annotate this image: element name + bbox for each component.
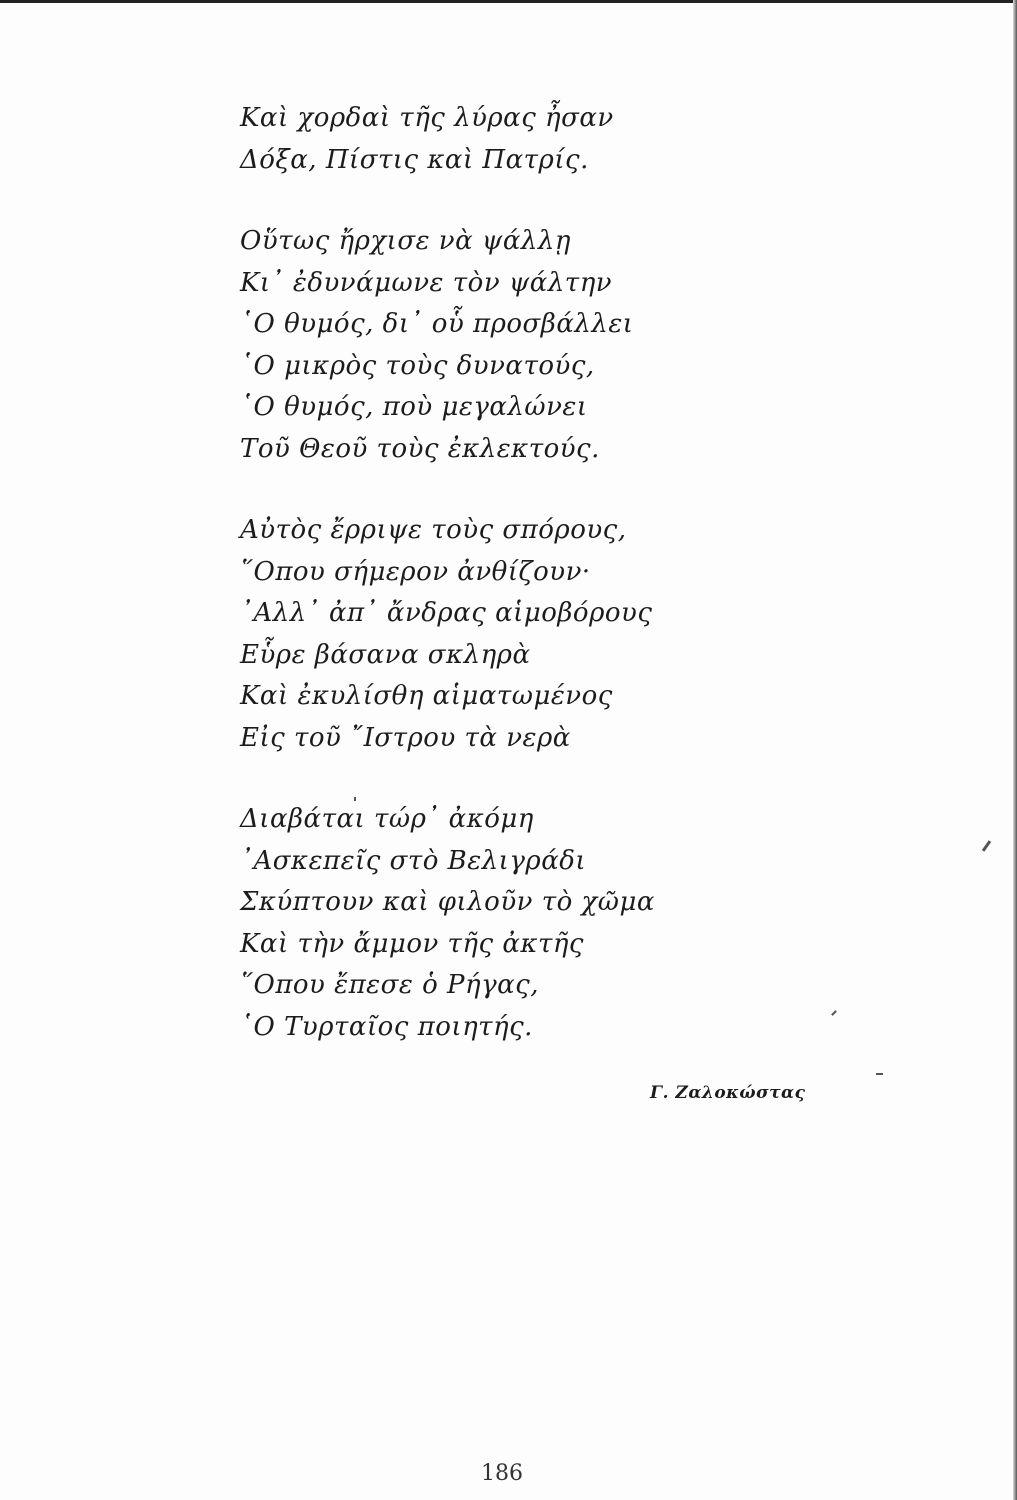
poem-line: Κι᾽ ἐδυνάμωνε τὸν ψάλτην xyxy=(240,267,613,298)
poem-line: Σκύπτουν καὶ φιλοῦν τὸ χῶμα xyxy=(240,887,655,917)
scan-speck xyxy=(831,1010,837,1016)
stanza-1 xyxy=(240,98,800,181)
poem-line: ῾Ο μικρὸς τοὺς δυνατούς, xyxy=(240,350,595,381)
scan-speck xyxy=(354,797,356,801)
stanza-4 xyxy=(240,799,800,1048)
scan-speck xyxy=(982,840,991,852)
poem-line: Εἰς τοῦ ῎Ιστρου τὰ νερὰ xyxy=(240,722,571,753)
poem-line: ᾽Αλλ᾽ ἀπ᾽ ἄνδρας αἱμοβόρους xyxy=(240,598,653,628)
scan-speck xyxy=(876,1073,883,1075)
poem-line: Οὕτως ἤρχισε νὰ ψάλλῃ xyxy=(240,226,571,256)
poem-line: Αὐτὸς ἔρριψε τοὺς σπόρους, xyxy=(240,515,627,545)
scan-border-right xyxy=(1013,0,1017,1500)
poem-line: ῞Οπου σήμερον ἀνθίζουν· xyxy=(240,556,591,587)
poem-line: Καὶ τὴν ἄμμον τῆς ἀκτῆς xyxy=(240,928,584,959)
stanza-2 xyxy=(240,221,800,470)
poem-line: Διαβάται τώρ᾽ ἀκόμη xyxy=(240,804,534,834)
poem-line: Δόξα, Πίστις καὶ Πατρίς. xyxy=(240,144,589,175)
poem-line: Καὶ χορδαὶ τῆς λύρας ἦσαν xyxy=(240,103,614,133)
poem xyxy=(240,98,800,1088)
poem-line: ῾Ο Τυρταῖος ποιητής. xyxy=(240,1011,533,1042)
author-signature: Γ. Ζαλοκώστας xyxy=(650,1083,806,1103)
scan-border-top xyxy=(0,0,1017,3)
poem-line: ῾Ο θυμός, δι᾽ οὗ προσβάλλει xyxy=(240,309,634,339)
poem-line: Εὗρε βάσανα σκληρὰ xyxy=(240,639,531,670)
poem-line: Τοῦ Θεοῦ τοὺς ἐκλεκτούς. xyxy=(240,433,600,464)
poem-line: Καὶ ἐκυλίσθη αἱματωμένος xyxy=(240,681,613,711)
poem-line: ᾽Ασκεπεῖς στὸ Βελιγράδι xyxy=(240,845,587,876)
poem-line: ῾Ο θυμός, ποὺ μεγαλώνει xyxy=(240,392,588,422)
poem-line: ῞Οπου ἔπεσε ὁ Ρήγας, xyxy=(240,970,539,1000)
page-number: 186 xyxy=(481,1461,523,1486)
stanza-3 xyxy=(240,510,800,759)
